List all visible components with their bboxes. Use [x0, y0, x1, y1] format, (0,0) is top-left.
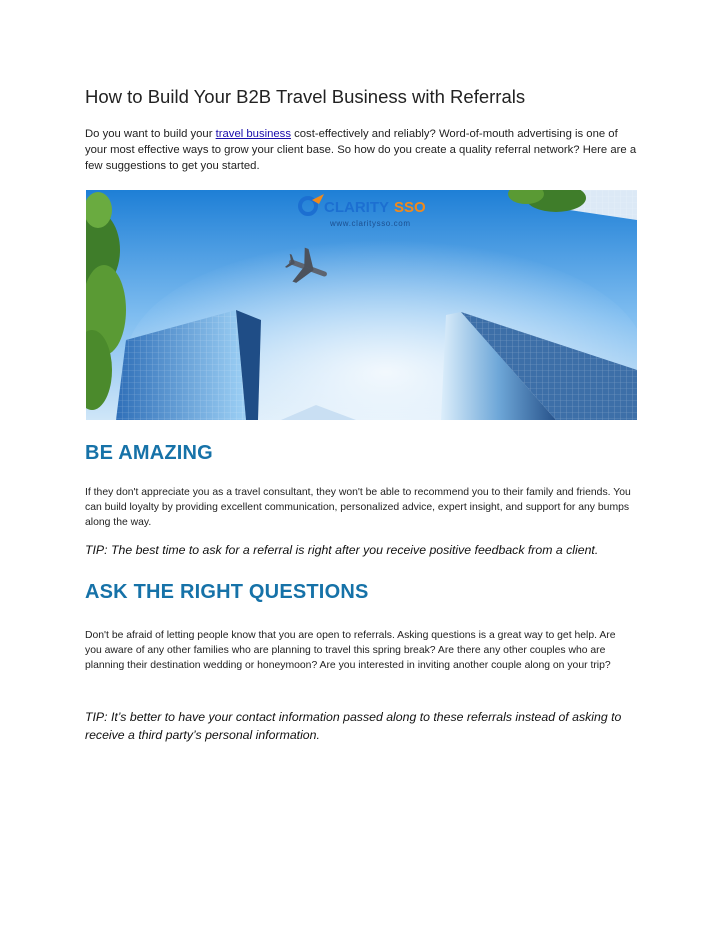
logo-brand-part1: CLARITY	[324, 199, 389, 216]
section-heading-be-amazing: BE AMAZING	[85, 442, 213, 464]
section-tip-be-amazing: TIP: The best time to ask for a referral is right after you receive positive feedback from a client.	[85, 543, 599, 557]
intro-paragraph	[85, 126, 640, 174]
hero-image	[86, 190, 637, 420]
section-body-ask-questions: Don't be afraid of letting people know that you are open to referrals. Asking questions is a great way to get help. Are you aware of any other families who are planning to travel this spring break? Are there any other couples who are planning their destination wedding or honeymoon? Are you interested in inviting another couple along on your trip?	[85, 630, 616, 671]
page-title: How to Build Your B2B Travel Business with Referrals	[85, 86, 526, 107]
travel-business-link[interactable]: travel business	[215, 128, 291, 140]
intro-text-before-link: Do you want to build your	[85, 128, 216, 140]
logo-brand-part2: SSO	[394, 199, 426, 216]
section-tip-ask-questions: TIP: It’s better to have your contact information passed along to these referrals instead of asking to receive a third party’s personal information.	[85, 710, 622, 742]
section-heading-ask-questions: ASK THE RIGHT QUESTIONS	[85, 581, 369, 603]
intro-text-after-link: cost-effectively and reliably? Word-of-mouth advertising is one of your most effective ways to grow your client base. So how do you create a quality referral network? Here are a few suggestions to get you started.	[85, 128, 637, 172]
logo-url: www.claritysso.com	[330, 219, 411, 228]
city-skyline-illustration	[86, 190, 637, 420]
section-body-be-amazing: If they don't appreciate you as a travel consultant, they won't be able to recommend you to their family and friends. You can build loyalty by providing excellent communication, personalized advice, expert insight, and support for any bumps along the way.	[85, 487, 631, 528]
